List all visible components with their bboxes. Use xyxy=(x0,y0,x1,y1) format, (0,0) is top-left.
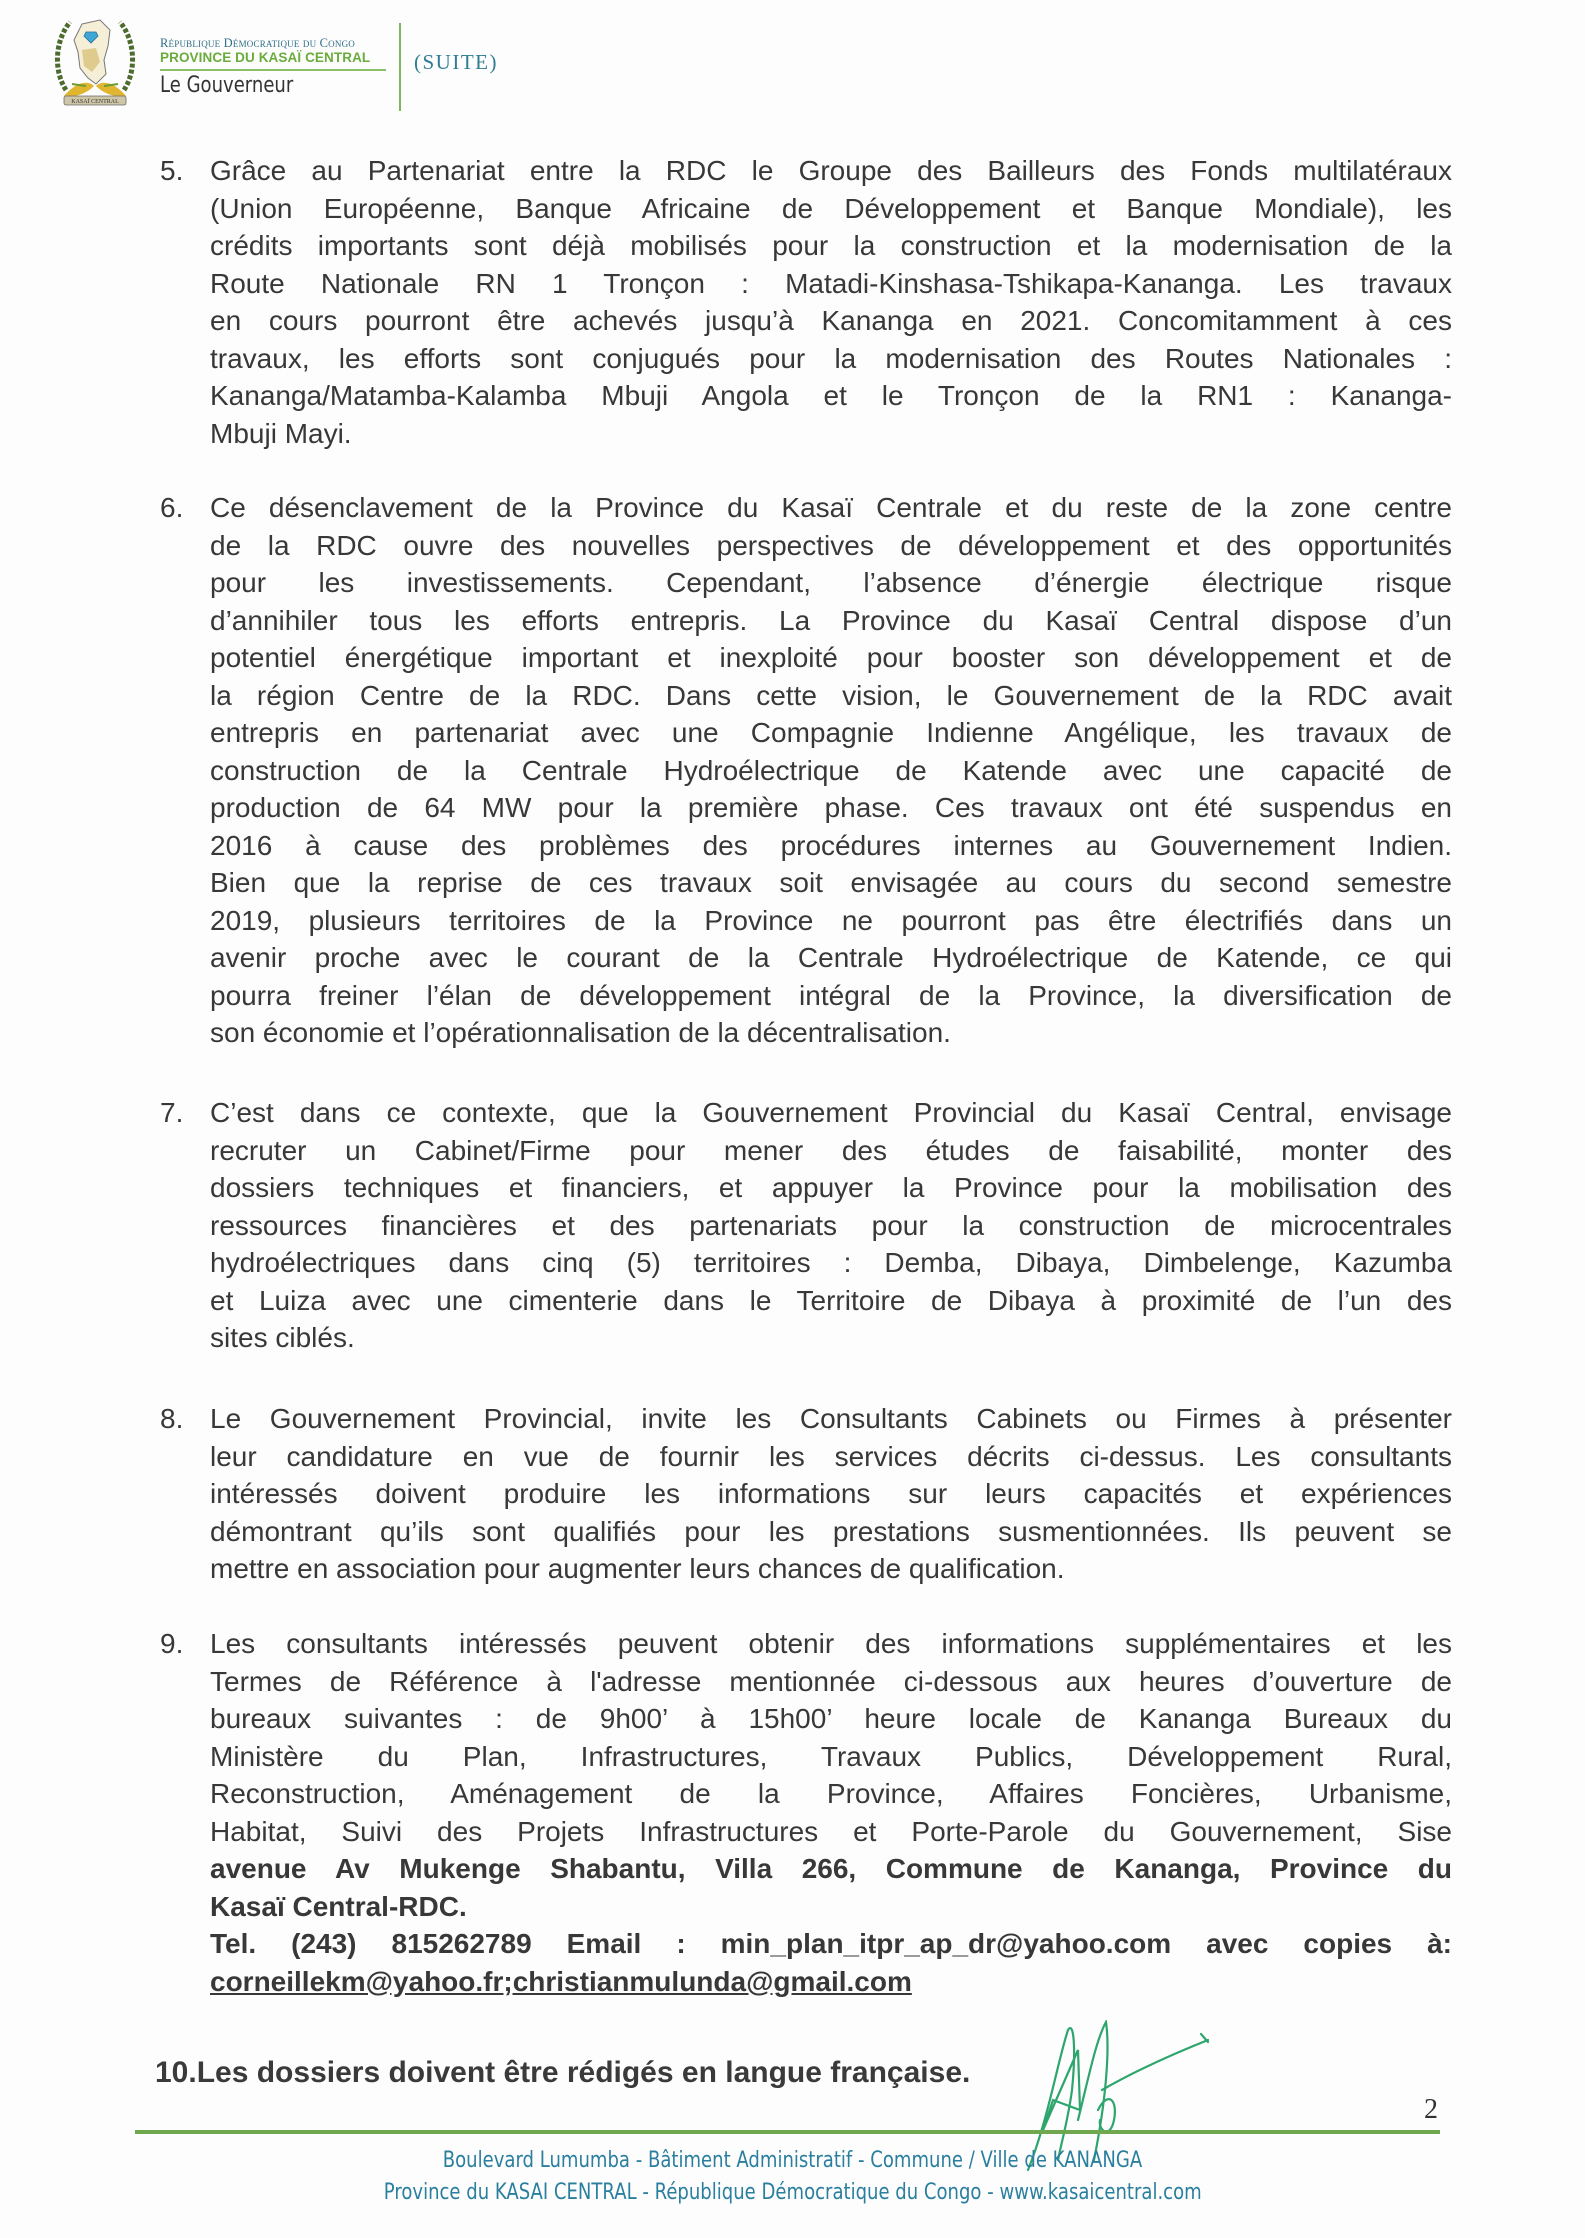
footer-address xyxy=(0,2148,1585,2173)
text-line: pourra freiner l’élan de développement intégral de la Province, la diversification de xyxy=(210,979,1452,1011)
text-line: intéressés doivent produire les informations sur leurs capacités et expériences xyxy=(210,1478,1452,1509)
text-line: la région Centre de la RDC. Dans cette vision, le Gouvernement de la RDC avait xyxy=(210,679,1452,711)
footer-rule xyxy=(135,2130,1440,2134)
text-line: démontrant qu’ils sont qualifiés pour les prestations susmentionnées. Ils peuvent se xyxy=(210,1515,1452,1547)
address-line: Kasaï Central-RDC. xyxy=(210,1890,467,1922)
text-line: production de 64 MW pour la première phase. Ces travaux ont été suspendus en xyxy=(210,792,1452,823)
paragraph-10: 10.Les dossiers doivent être rédigés en langue française. xyxy=(155,2056,971,2089)
paragraph-number: 7. xyxy=(160,1097,184,1128)
footer-province xyxy=(0,2180,1585,2205)
text-line: Bien que la reprise de ces travaux soit envisagée au cours du second semestre xyxy=(210,867,1452,898)
text-line: Kananga/Matamba-Kalamba Mbuji Angola et le Tronçon de la RN1 : Kananga- xyxy=(210,380,1452,411)
paragraph-number: 5. xyxy=(160,155,184,186)
address-line: avenue Av Mukenge Shabantu, Villa 266, Commune de Kananga, Province du xyxy=(210,1853,1452,1884)
text-line: Habitat, Suivi des Projets Infrastructures et Porte-Parole du Gouvernement, Sise xyxy=(210,1815,1452,1847)
text-line: Mbuji Mayi. xyxy=(210,417,352,449)
text-line: Ministère du Plan, Infrastructures, Travaux Publics, Développement Rural, xyxy=(210,1740,1452,1772)
paragraph-number: 6. xyxy=(160,492,184,523)
text-line: de la RDC ouvre des nouvelles perspectives de développement et des opportunités xyxy=(210,529,1452,561)
text-line: travaux, les efforts sont conjugués pour la modernisation des Routes Nationales : xyxy=(210,342,1452,374)
text-line: dossiers techniques et financiers, et appuyer la Province pour la mobilisation des xyxy=(210,1172,1452,1203)
office-title: Le Gouverneur xyxy=(160,73,294,98)
text-line: mettre en association pour augmenter leurs chances de qualification. xyxy=(210,1553,1065,1584)
svg-text:KASAÏ CENTRAL: KASAÏ CENTRAL xyxy=(71,99,119,105)
text-line: potentiel énergétique important et inexploité pour booster son développement et de xyxy=(210,642,1452,673)
text-line: pour les investissements. Cependant, l’absence d’énergie électrique risque xyxy=(210,567,1452,598)
page-number: 2 xyxy=(1424,2094,1438,2125)
text-line: et Luiza avec une cimenterie dans le Territoire de Dibaya à proximité de l’un des xyxy=(210,1284,1452,1316)
paragraph-number: 8. xyxy=(160,1403,184,1434)
text-line: sites ciblés. xyxy=(210,1322,355,1353)
text-line: (Union Européenne, Banque Africaine de Développement et Banque Mondiale), les xyxy=(210,192,1452,224)
header-rule xyxy=(160,69,386,71)
continuation-label: (SUITE) xyxy=(414,50,498,74)
text-line: crédits importants sont déjà mobilisés pour la construction et la modernisation de la xyxy=(210,230,1452,261)
contact-line: Tel. (243) 815262789 Email : min_plan_itpr_ap_dr@yahoo.com avec copies à: xyxy=(210,1928,1452,1959)
footer-province-text: Province du KASAI CENTRAL - République Démocratique du Congo - www.kasaicentral.com xyxy=(383,2180,1202,2205)
text-line: Les consultants intéressés peuvent obtenir des informations supplémentaires et les xyxy=(210,1628,1452,1659)
text-line: construction de la Centrale Hydroélectrique de Katende avec une capacité de xyxy=(210,754,1452,786)
text-line: leur candidature en vue de fournir les services décrits ci-dessus. Les consultants xyxy=(210,1440,1452,1472)
text-line: Termes de Référence à l'adresse mentionnée ci-dessous aux heures d’ouverture de xyxy=(210,1665,1452,1697)
cc-email-links[interactable]: corneillekm@yahoo.fr;christianmulunda@gmail.com xyxy=(210,1965,912,1997)
text-line: entrepris en partenariat avec une Compagnie Indienne Angélique, les travaux de xyxy=(210,717,1452,748)
text-line: son économie et l’opérationnalisation de la décentralisation. xyxy=(210,1017,951,1048)
text-line: bureaux suivantes : de 9h00’ à 15h00’ heure locale de Kananga Bureaux du xyxy=(210,1703,1452,1734)
text-line: Reconstruction, Aménagement de la Province, Affaires Foncières, Urbanisme, xyxy=(210,1778,1452,1809)
text-line: en cours pourront être achevés jusqu’à Kananga en 2021. Concomitamment à ces xyxy=(210,305,1452,336)
text-line: 2019, plusieurs territoires de la Province ne pourront pas être électrifiés dans un xyxy=(210,904,1452,936)
text-line: Le Gouvernement Provincial, invite les Consultants Cabinets ou Firmes à présenter xyxy=(210,1403,1452,1434)
text-line: Ce désenclavement de la Province du Kasaï Centrale et du reste de la zone centre xyxy=(210,492,1452,523)
cc-emails xyxy=(210,1963,1452,2001)
text-line: Route Nationale RN 1 Tronçon : Matadi-Kinshasa-Tshikapa-Kananga. Les travaux xyxy=(210,267,1452,299)
footer-address-text: Boulevard Lumumba - Bâtiment Administratif - Commune / Ville de KANANGA xyxy=(442,2148,1143,2173)
text-line: 2016 à cause des problèmes des procédures internes au Gouvernement Indien. xyxy=(210,829,1452,861)
text-line: recruter un Cabinet/Firme pour mener des études de faisabilité, monter des xyxy=(210,1134,1452,1166)
paragraph-number: 9. xyxy=(160,1628,184,1659)
country-name: République Démocratique du Congo xyxy=(160,36,355,50)
coat-of-arms-icon xyxy=(52,12,138,108)
text-line: d’annihiler tous les efforts entrepris. La Province du Kasaï Central dispose d’un xyxy=(210,604,1452,636)
province-name: PROVINCE DU KASAÏ CENTRAL xyxy=(160,50,371,65)
text-line: hydroélectriques dans cinq (5) territoires : Demba, Dibaya, Dimbelenge, Kazumba xyxy=(210,1247,1452,1278)
header-divider xyxy=(399,23,401,111)
text-line: C’est dans ce contexte, que la Gouvernement Provincial du Kasaï Central, envisage xyxy=(210,1097,1452,1128)
text-line: ressources financières et des partenariats pour la construction de microcentrales xyxy=(210,1209,1452,1241)
text-line: avenir proche avec le courant de la Centrale Hydroélectrique de Katende, ce qui xyxy=(210,942,1452,973)
text-line: Grâce au Partenariat entre la RDC le Groupe des Bailleurs des Fonds multilatéraux xyxy=(210,155,1452,186)
